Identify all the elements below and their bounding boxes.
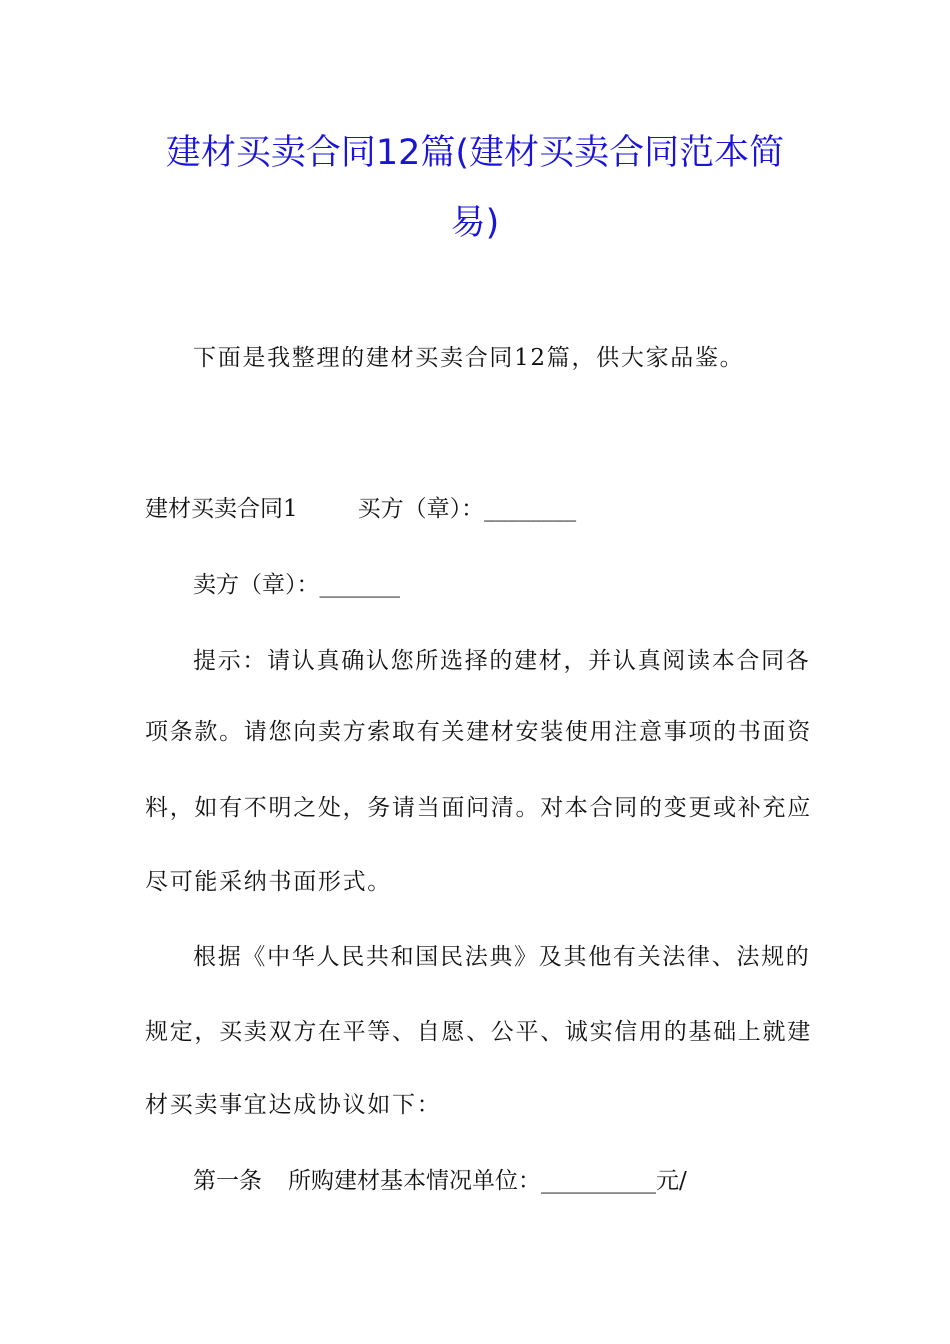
notice-line-2: 项条款。请您向卖方索取有关建材安装使用注意事项的书面资 — [145, 719, 812, 745]
basis-line-1: 根据《中华人民共和国民法典》及其他有关法律、法规的 — [193, 944, 811, 970]
notice-line-4: 尽可能采纳书面形式。 — [145, 869, 392, 895]
contract-1-heading: 建材买卖合同1 — [145, 496, 298, 522]
document-title-line-2: 易) — [450, 203, 500, 243]
intro-paragraph: 下面是我整理的建材买卖合同12篇，供大家品鉴。 — [193, 345, 745, 371]
basis-line-3: 材买卖事宜达成协议如下： — [145, 1092, 442, 1118]
notice-line-1: 提示：请认真确认您所选择的建材，并认真阅读本合同各 — [193, 648, 811, 674]
contract-1-header-row — [145, 498, 576, 521]
article-1-text: 所购建材基本情况单位：__________元/ — [288, 1168, 687, 1194]
article-1-label: 第一条 — [193, 1168, 262, 1194]
article-1-row — [193, 1170, 687, 1193]
seller-seal-field: 卖方（章）：_______ — [193, 572, 400, 598]
notice-line-3: 料，如有不明之处，务请当面问清。对本合同的变更或补充应 — [145, 795, 812, 821]
document-title-line-1: 建材买卖合同12篇(建材买卖合同范本简 — [165, 133, 785, 173]
buyer-seal-field: 买方（章）：________ — [357, 496, 577, 522]
basis-line-2: 规定，买卖双方在平等、自愿、公平、诚实信用的基础上就建 — [145, 1019, 812, 1045]
